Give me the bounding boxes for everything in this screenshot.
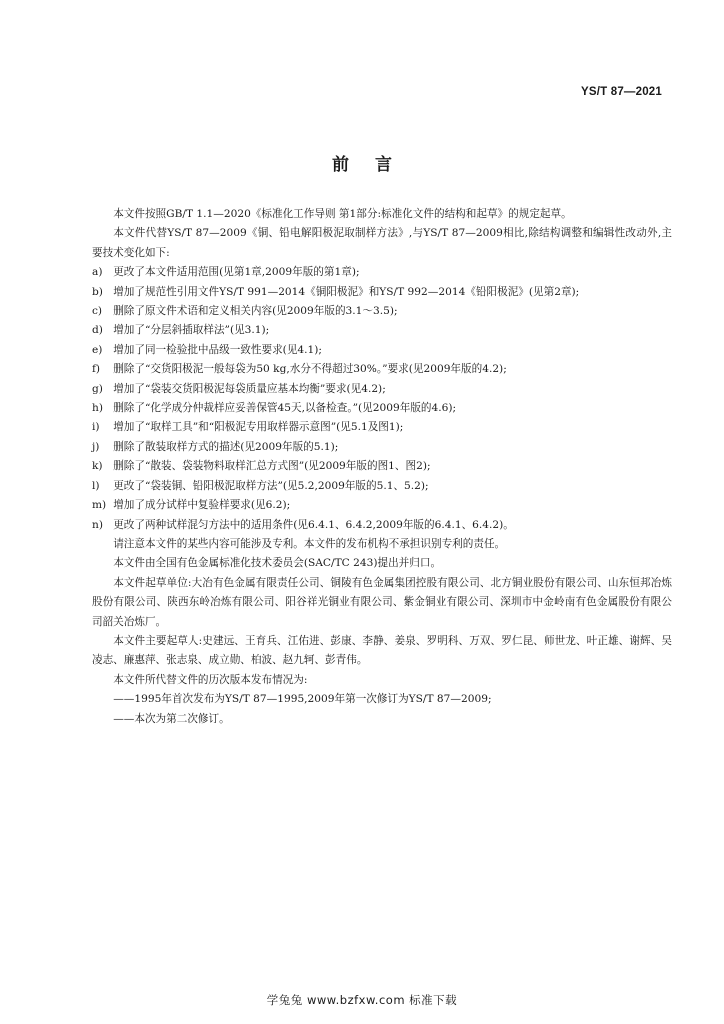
- list-item-text: 删除了散装取样方式的描述(见2009年版的5.1);: [113, 440, 339, 453]
- changes-list: [92, 263, 672, 535]
- list-item-text: 增加了同一检验批中品级一致性要求(见4.1);: [113, 343, 322, 356]
- list-item: [92, 321, 672, 340]
- patent-notice: 请注意本文件的某些内容可能涉及专利。本文件的发布机构不承担识别专利的责任。: [113, 537, 506, 550]
- list-item: [92, 283, 672, 302]
- list-item-text: 增加了“分层斜插取样法”(见3.1);: [113, 324, 270, 337]
- list-item-text: 删除了“交货阳极泥一般每袋为50 kg,水分不得超过30%。”要求(见2009年版的4.2);: [113, 363, 507, 376]
- list-item-text: 更改了“袋装铜、铅阳极泥取样方法”(见5.2,2009年版的5.1、5.2);: [113, 479, 429, 492]
- intro-paragraph: 本文件代替YS/T 87—2009《铜、铅电解阳极泥取制样方法》,与YS/T 87—2009相比,除结构调整和编辑性改动外,主要技术变化如下:: [92, 227, 672, 259]
- list-item-text: 增加了“取样工具”和“阳极泥专用取样器示意图”(见5.1及图1);: [113, 421, 404, 434]
- list-item-text: 删除了原文件术语和定义相关内容(见2009年版的3.1～3.5);: [113, 305, 398, 318]
- list-item-text: 更改了本文件适用范围(见第1章,2009年版的第1章);: [113, 266, 360, 279]
- drafting-units: 本文件起草单位:大冶有色金属有限责任公司、铜陵有色金属集团控股有限公司、北方铜业股份有限公司、山东恒邦冶炼股份有限公司、陕西东岭冶炼有限公司、阳谷祥光铜业有限公司、紫金铜业有限公司、深圳市中金岭南有色金属股份有限公司韶关冶炼厂。: [92, 576, 672, 628]
- committee-statement: 本文件由全国有色金属标准化技术委员会(SAC/TC 243)提出并归口。: [113, 557, 442, 570]
- list-item: [92, 380, 672, 399]
- list-item: [92, 399, 672, 418]
- list-item-text: 增加了“袋装交货阳极泥每袋质量应基本均衡”要求(见4.2);: [113, 382, 386, 395]
- list-item-text: 删除了“化学成分仲裁样应妥善保管45天,以备检查。”(见2009年版的4.6);: [113, 402, 457, 415]
- list-item: [92, 302, 672, 321]
- list-item-text: 增加了规范性引用文件YS/T 991—2014《铜阳极泥》和YS/T 992—2014《铅阳极泥》(见第2章);: [113, 285, 580, 298]
- list-item-text: 更改了两种试样混匀方法中的适用条件(见6.4.1、6.4.2,2009年版的6.4.1、6.4.2)。: [113, 518, 514, 531]
- document-code: YS/T 87—2021: [580, 86, 662, 98]
- page-title: 前言: [332, 155, 418, 175]
- list-marker: i): [92, 421, 100, 434]
- list-marker: b): [92, 285, 103, 298]
- intro-paragraph: 本文件按照GB/T 1.1—2020《标准化工作导则 第1部分:标准化文件的结构和起草》的规定起草。: [113, 208, 572, 220]
- list-item: [92, 477, 672, 496]
- list-item: [92, 457, 672, 476]
- history-line: ——1995年首次发布为YS/T 87—1995,2009年第一次修订为YS/T 87—2009;: [113, 693, 492, 706]
- history-line: ——本次为第二次修订。: [113, 712, 230, 725]
- list-item: [92, 516, 672, 535]
- list-marker: k): [92, 460, 103, 473]
- document-body: [92, 205, 672, 729]
- list-marker: d): [92, 324, 103, 337]
- list-item: [92, 341, 672, 360]
- list-marker: n): [92, 518, 103, 531]
- history-heading: 本文件所代替文件的历次版本发布情况为:: [113, 673, 308, 686]
- list-marker: g): [92, 382, 103, 395]
- list-item: [92, 496, 672, 515]
- list-marker: h): [92, 402, 103, 415]
- list-item: [92, 360, 672, 379]
- list-item: [92, 438, 672, 457]
- list-marker: e): [92, 343, 103, 356]
- list-item: [92, 263, 672, 282]
- list-marker: l): [92, 479, 100, 492]
- list-marker: f): [92, 363, 101, 376]
- drafters: 本文件主要起草人:史建远、王育兵、江佑进、彭康、李静、姜泉、罗明科、万双、罗仁昆、师世龙、叶正雄、谢辉、吴凌志、廉惠萍、张志泉、成立勋、柏波、赵九轲、彭青伟。: [92, 634, 672, 667]
- list-marker: a): [92, 266, 103, 279]
- list-item: [92, 418, 672, 437]
- list-marker: c): [92, 305, 103, 318]
- list-marker: m): [92, 499, 107, 512]
- list-marker: j): [92, 440, 100, 453]
- list-item-text: 增加了成分试样中复验样要求(见6.2);: [113, 499, 291, 512]
- list-item-text: 删除了“散装、袋装物料取样汇总方式图”(见2009年版的图1、图2);: [113, 460, 431, 473]
- footer-watermark-text: 学兔兔 www.bzfxw.com 标准下载: [266, 993, 458, 1007]
